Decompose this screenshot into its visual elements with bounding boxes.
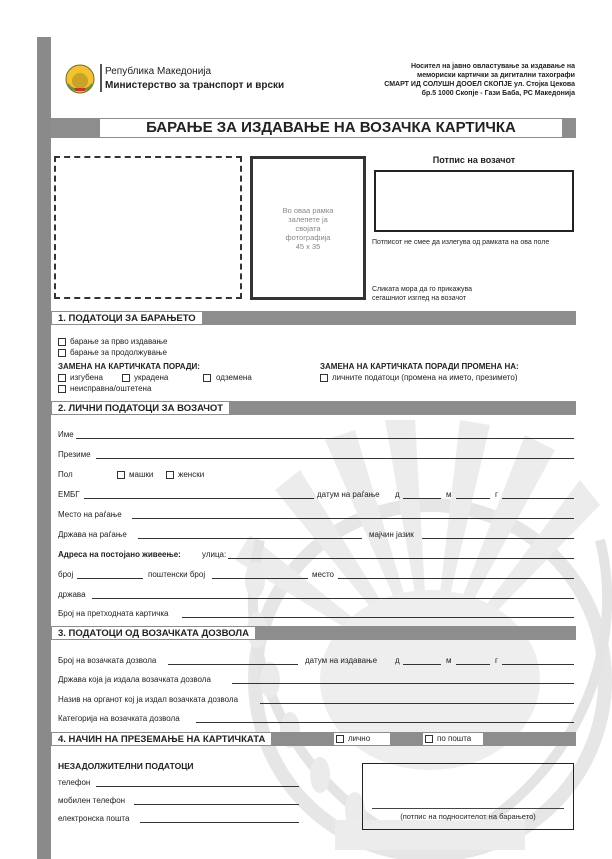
lost-label: изгубена bbox=[70, 373, 103, 382]
renewal-checkbox[interactable] bbox=[58, 349, 66, 357]
first-issue-checkbox[interactable] bbox=[58, 338, 66, 346]
category-field[interactable] bbox=[196, 722, 574, 723]
photo-cut-area bbox=[54, 156, 242, 299]
postal-field[interactable] bbox=[212, 578, 308, 579]
renewal-label: барање за продолжување bbox=[70, 348, 167, 357]
issuing-country-label: Држава која ја издала возачката дозвола bbox=[58, 675, 211, 684]
section3-title: 3. ПОДАТОЦИ ОД ВОЗАЧКАТА ДОЗВОЛА bbox=[52, 627, 255, 639]
by-post-checkbox[interactable] bbox=[425, 735, 433, 743]
number-field[interactable] bbox=[77, 578, 143, 579]
male-checkbox[interactable] bbox=[117, 471, 125, 479]
birth-year-field[interactable] bbox=[502, 498, 574, 499]
email-field[interactable] bbox=[140, 822, 299, 823]
birth-country-field[interactable] bbox=[138, 538, 362, 539]
country-label: држава bbox=[58, 590, 86, 599]
lost-checkbox[interactable] bbox=[58, 374, 66, 382]
birth-month-field[interactable] bbox=[456, 498, 490, 499]
issuer-line: Носител на јавно овластување за издавање на bbox=[410, 63, 575, 70]
photo-instruction-line: залепете ја bbox=[288, 215, 328, 224]
birth-year-label: г bbox=[495, 490, 498, 499]
issue-day-field[interactable] bbox=[403, 664, 441, 665]
personally-label: лично bbox=[348, 734, 371, 743]
section4-title: 4. НАЧИН НА ПРЕЗЕМАЊЕ НА КАРТИЧКАТА bbox=[52, 733, 271, 745]
mobile-field[interactable] bbox=[134, 804, 299, 805]
place-field[interactable] bbox=[338, 578, 574, 579]
signature-note: Потписот не смее да излегува од рамката на ова поле bbox=[372, 239, 550, 246]
form-title: БАРАЊЕ ЗА ИЗДАВАЊЕ НА ВОЗАЧКА КАРТИЧКА bbox=[100, 119, 562, 137]
embg-label: ЕМБГ bbox=[58, 490, 80, 499]
prev-card-label: Број на претходната картичка bbox=[58, 609, 169, 618]
replace-title: ЗАМЕНА НА КАРТИЧКАТА ПОРАДИ: bbox=[58, 362, 200, 371]
photo-instruction-line: Во оваа рамка bbox=[282, 206, 334, 215]
birth-place-field[interactable] bbox=[132, 518, 574, 519]
phone-field[interactable] bbox=[96, 786, 299, 787]
mother-tongue-label: мајчин јазик bbox=[369, 530, 414, 539]
postal-label: поштенски број bbox=[148, 570, 206, 579]
issuer-line: бр.5 1000 Скопје - Гази Баба, РС Македонија bbox=[421, 90, 575, 97]
mother-tongue-field[interactable] bbox=[422, 538, 574, 539]
street-field[interactable] bbox=[228, 558, 574, 559]
name-field[interactable] bbox=[76, 438, 574, 439]
birth-place-label: Место на раѓање bbox=[58, 510, 122, 519]
photo-instruction-line: 45 x 35 bbox=[295, 242, 321, 251]
taken-checkbox[interactable] bbox=[203, 374, 211, 382]
birth-day-label: д bbox=[395, 490, 400, 499]
left-margin-bar bbox=[37, 37, 51, 859]
signature-title: Потпис на возачот bbox=[432, 155, 516, 165]
photo-note-line2: сегашниот изглед на возачот bbox=[372, 295, 467, 302]
email-label: електронска пошта bbox=[58, 814, 130, 823]
stolen-checkbox[interactable] bbox=[122, 374, 130, 382]
section2-title: 2. ЛИЧНИ ПОДАТОЦИ ЗА ВОЗАЧОТ bbox=[52, 402, 229, 414]
issue-month-field[interactable] bbox=[456, 664, 490, 665]
header-divider bbox=[100, 64, 102, 92]
prev-card-field[interactable] bbox=[182, 617, 574, 618]
street-label: улица: bbox=[202, 550, 227, 559]
female-label: женски bbox=[178, 470, 205, 479]
issuer-info bbox=[335, 62, 575, 98]
place-label: место bbox=[312, 570, 334, 579]
license-no-field[interactable] bbox=[168, 664, 298, 665]
ministry-name: Министерство за транспорт и врски bbox=[105, 80, 285, 91]
issue-day-label: д bbox=[395, 656, 400, 665]
issuer-line: СМАРТ ИД СОЛУШН ДООЕЛ СКОПЈЕ ул. Стојка Цекова bbox=[384, 81, 575, 88]
issuing-body-field[interactable] bbox=[260, 703, 574, 704]
surname-field[interactable] bbox=[96, 458, 574, 459]
gender-label: Пол bbox=[58, 470, 73, 479]
optional-data-title: НЕЗАДОЛЖИТЕЛНИ ПОДАТОЦИ bbox=[58, 761, 194, 771]
broken-checkbox[interactable] bbox=[58, 385, 66, 393]
photo-instruction-line: својата bbox=[295, 224, 321, 233]
first-issue-label: барање за прво издавање bbox=[70, 337, 168, 346]
emblem-icon bbox=[64, 62, 96, 96]
birth-country-label: Држава на раѓање bbox=[58, 530, 127, 539]
female-checkbox[interactable] bbox=[166, 471, 174, 479]
broken-label: неисправна/оштетена bbox=[70, 384, 152, 393]
number-label: број bbox=[58, 570, 74, 579]
name-label: Име bbox=[58, 430, 74, 439]
birth-day-field[interactable] bbox=[403, 498, 441, 499]
personally-checkbox[interactable] bbox=[336, 735, 344, 743]
category-label: Категорија на возачката дозвола bbox=[58, 714, 180, 723]
surname-label: Презиме bbox=[58, 450, 91, 459]
embg-field[interactable] bbox=[84, 498, 314, 499]
personal-data-checkbox[interactable] bbox=[320, 374, 328, 382]
section1-title: 1. ПОДАТОЦИ ЗА БАРАЊЕТО bbox=[52, 312, 202, 324]
license-no-label: Број на возачката дозвола bbox=[58, 656, 157, 665]
birth-date-label: датум на раѓање bbox=[317, 490, 380, 499]
applicant-signature-line bbox=[372, 808, 564, 809]
photo-instruction-line: фотографија bbox=[285, 233, 331, 242]
signature-box[interactable] bbox=[374, 170, 574, 232]
mobile-label: мобилен телефон bbox=[58, 796, 126, 805]
photo-note-line1: Сликата мора да го прикажува bbox=[372, 286, 473, 293]
issuer-line: мемориски картички за дигитални тахографи bbox=[417, 72, 575, 79]
taken-label: одземена bbox=[216, 373, 252, 382]
issuing-country-field[interactable] bbox=[232, 683, 574, 684]
personal-data-label: личните податоци (промена на името, презимето) bbox=[332, 373, 518, 382]
by-post-label: по пошта bbox=[437, 734, 472, 743]
issue-year-label: г bbox=[495, 656, 498, 665]
issuing-body-label: Назив на органот кој ја издал возачката дозвола bbox=[58, 695, 239, 704]
applicant-signature-label: (потпис на подносителот на барањето) bbox=[400, 812, 536, 821]
birth-month-label: м bbox=[446, 490, 452, 499]
republic-name: Република Македонија bbox=[105, 66, 212, 77]
issue-month-label: м bbox=[446, 656, 452, 665]
stolen-label: украдена bbox=[134, 373, 169, 382]
photo-instructions bbox=[253, 206, 363, 251]
issue-date-label: датум на издавање bbox=[305, 656, 378, 665]
male-label: машки bbox=[129, 470, 154, 479]
address-label: Адреса на постојано живеење: bbox=[58, 550, 181, 559]
change-title: ЗАМЕНА НА КАРТИЧКАТА ПОРАДИ ПРОМЕНА НА: bbox=[320, 362, 519, 371]
issue-year-field[interactable] bbox=[502, 664, 574, 665]
phone-label: телефон bbox=[58, 778, 91, 787]
country-field[interactable] bbox=[92, 598, 574, 599]
